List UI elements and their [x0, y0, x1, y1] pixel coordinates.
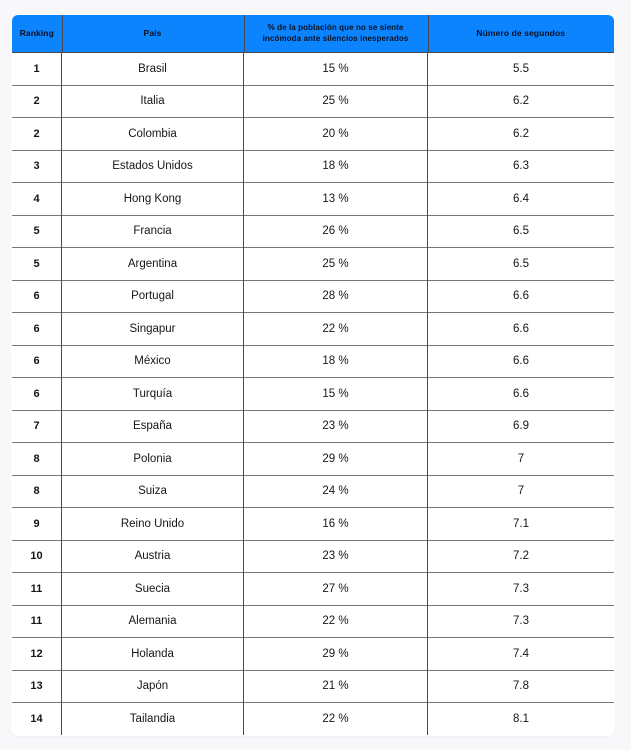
- table-row: [12, 540, 615, 573]
- table-row: [12, 53, 615, 86]
- table-body: [12, 53, 615, 736]
- cell-pais: Francia: [62, 215, 244, 248]
- cell-ranking: 2: [12, 85, 62, 118]
- cell-ranking: 4: [12, 183, 62, 216]
- column-header-ranking: Ranking: [12, 15, 62, 53]
- cell-porcentaje: 28 %: [244, 280, 428, 313]
- cell-segundos: 6.4: [428, 183, 615, 216]
- table-row: [12, 670, 615, 703]
- cell-ranking: 12: [12, 638, 62, 671]
- cell-ranking: 7: [12, 410, 62, 443]
- cell-porcentaje: 29 %: [244, 443, 428, 476]
- cell-porcentaje: 22 %: [244, 703, 428, 736]
- cell-porcentaje: 15 %: [244, 378, 428, 411]
- cell-segundos: 6.2: [428, 85, 615, 118]
- table-row: [12, 475, 615, 508]
- table-row: [12, 508, 615, 541]
- cell-segundos: 6.6: [428, 280, 615, 313]
- cell-ranking: 6: [12, 345, 62, 378]
- table-row: [12, 410, 615, 443]
- column-header-porcentaje: % de la población que no se siente incómoda ante silencios inesperados: [244, 15, 428, 53]
- table-row: [12, 345, 615, 378]
- table-row: [12, 280, 615, 313]
- cell-ranking: 2: [12, 118, 62, 151]
- cell-porcentaje: 23 %: [244, 410, 428, 443]
- cell-segundos: 7.8: [428, 670, 615, 703]
- cell-pais: Tailandia: [62, 703, 244, 736]
- cell-ranking: 1: [12, 53, 62, 86]
- table-row: [12, 638, 615, 671]
- cell-pais: Austria: [62, 540, 244, 573]
- cell-porcentaje: 23 %: [244, 540, 428, 573]
- table-row: [12, 313, 615, 346]
- column-header-segundos: Número de segundos: [428, 15, 615, 53]
- cell-porcentaje: 13 %: [244, 183, 428, 216]
- cell-pais: Reino Unido: [62, 508, 244, 541]
- column-header-pais: País: [62, 15, 244, 53]
- table-row: [12, 378, 615, 411]
- cell-segundos: 6.6: [428, 345, 615, 378]
- table-row: [12, 248, 615, 281]
- ranking-table-container: [11, 14, 614, 736]
- cell-segundos: 6.6: [428, 378, 615, 411]
- cell-ranking: 11: [12, 573, 62, 606]
- table-row: [12, 215, 615, 248]
- cell-ranking: 3: [12, 150, 62, 183]
- cell-porcentaje: 16 %: [244, 508, 428, 541]
- table-row: [12, 703, 615, 736]
- cell-ranking: 10: [12, 540, 62, 573]
- cell-pais: Hong Kong: [62, 183, 244, 216]
- cell-porcentaje: 22 %: [244, 313, 428, 346]
- cell-segundos: 6.5: [428, 248, 615, 281]
- cell-ranking: 5: [12, 248, 62, 281]
- table-row: [12, 605, 615, 638]
- cell-porcentaje: 25 %: [244, 248, 428, 281]
- cell-segundos: 7.3: [428, 573, 615, 606]
- cell-ranking: 8: [12, 443, 62, 476]
- table-row: [12, 118, 615, 151]
- cell-segundos: 7: [428, 475, 615, 508]
- cell-porcentaje: 21 %: [244, 670, 428, 703]
- table-row: [12, 85, 615, 118]
- table-header: [12, 15, 615, 53]
- cell-segundos: 5.5: [428, 53, 615, 86]
- cell-segundos: 6.2: [428, 118, 615, 151]
- cell-segundos: 6.5: [428, 215, 615, 248]
- cell-ranking: 8: [12, 475, 62, 508]
- cell-ranking: 9: [12, 508, 62, 541]
- cell-porcentaje: 15 %: [244, 53, 428, 86]
- cell-porcentaje: 18 %: [244, 345, 428, 378]
- cell-pais: Suecia: [62, 573, 244, 606]
- cell-pais: Colombia: [62, 118, 244, 151]
- cell-ranking: 5: [12, 215, 62, 248]
- cell-pais: México: [62, 345, 244, 378]
- cell-pais: Turquía: [62, 378, 244, 411]
- table-row: [12, 150, 615, 183]
- cell-pais: Estados Unidos: [62, 150, 244, 183]
- cell-segundos: 7.4: [428, 638, 615, 671]
- cell-segundos: 7.1: [428, 508, 615, 541]
- cell-porcentaje: 22 %: [244, 605, 428, 638]
- cell-pais: Alemania: [62, 605, 244, 638]
- cell-pais: Polonia: [62, 443, 244, 476]
- cell-ranking: 6: [12, 313, 62, 346]
- cell-pais: Suiza: [62, 475, 244, 508]
- cell-segundos: 6.6: [428, 313, 615, 346]
- ranking-table: [11, 14, 615, 736]
- cell-segundos: 7: [428, 443, 615, 476]
- cell-porcentaje: 27 %: [244, 573, 428, 606]
- table-row: [12, 443, 615, 476]
- cell-segundos: 6.3: [428, 150, 615, 183]
- cell-porcentaje: 18 %: [244, 150, 428, 183]
- cell-pais: Italia: [62, 85, 244, 118]
- table-row: [12, 573, 615, 606]
- cell-segundos: 7.3: [428, 605, 615, 638]
- cell-porcentaje: 26 %: [244, 215, 428, 248]
- table-row: [12, 183, 615, 216]
- cell-pais: Portugal: [62, 280, 244, 313]
- cell-segundos: 8.1: [428, 703, 615, 736]
- cell-pais: Holanda: [62, 638, 244, 671]
- cell-porcentaje: 24 %: [244, 475, 428, 508]
- cell-pais: Brasil: [62, 53, 244, 86]
- cell-ranking: 6: [12, 378, 62, 411]
- cell-porcentaje: 25 %: [244, 85, 428, 118]
- cell-pais: Argentina: [62, 248, 244, 281]
- header-row: [12, 15, 615, 53]
- cell-porcentaje: 20 %: [244, 118, 428, 151]
- cell-porcentaje: 29 %: [244, 638, 428, 671]
- cell-pais: España: [62, 410, 244, 443]
- cell-ranking: 6: [12, 280, 62, 313]
- cell-ranking: 11: [12, 605, 62, 638]
- cell-pais: Singapur: [62, 313, 244, 346]
- cell-pais: Japón: [62, 670, 244, 703]
- cell-segundos: 6.9: [428, 410, 615, 443]
- cell-ranking: 14: [12, 703, 62, 736]
- cell-ranking: 13: [12, 670, 62, 703]
- cell-segundos: 7.2: [428, 540, 615, 573]
